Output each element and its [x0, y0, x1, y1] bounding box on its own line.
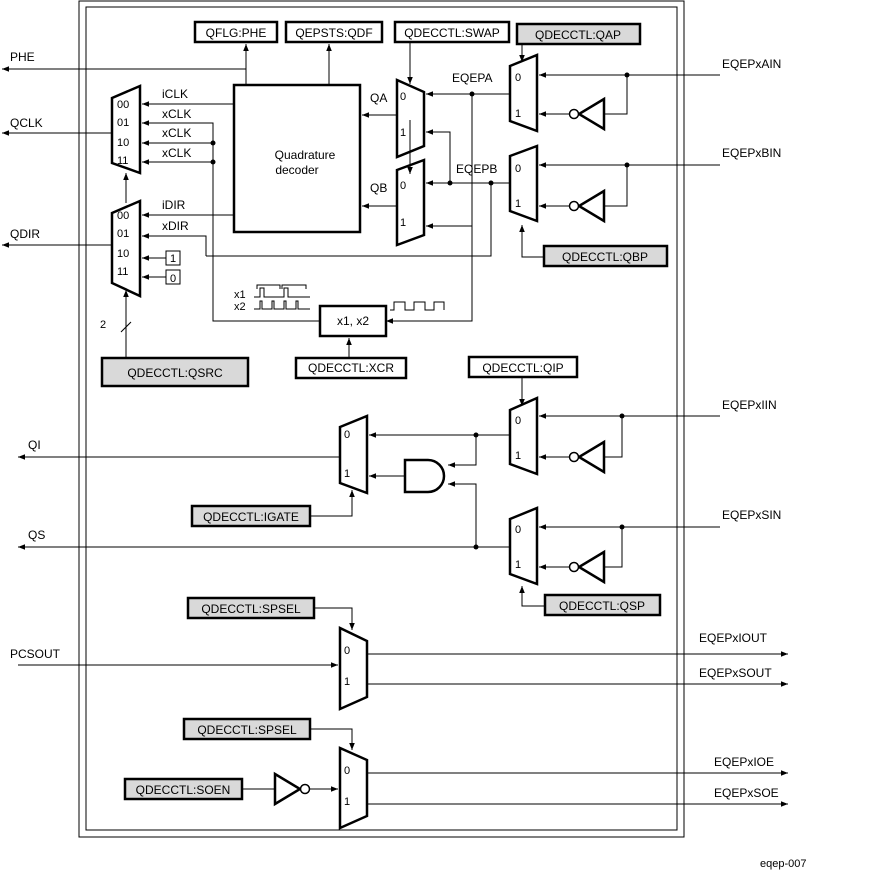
- reg-qdecctl-igate: [192, 506, 310, 526]
- label-qdir: QDIR: [10, 227, 40, 241]
- mux-qclk-sel-01: 01: [117, 117, 130, 129]
- label-eqepx-sout: EQEPxSOUT: [699, 666, 772, 680]
- wire-bin-to-inv: [604, 165, 627, 206]
- const-zero-label: 0: [169, 273, 177, 285]
- reg-qepsts-qdf-label: QEPSTS:QDF: [295, 26, 373, 40]
- wire-index-to-and: [448, 435, 476, 465]
- mux-qb-in0: 0: [400, 180, 407, 192]
- reg-qdecctl-qsp-label: QDECCTL:QSP: [558, 599, 646, 613]
- waveform-x2: [254, 301, 310, 309]
- label-x1: x1: [234, 289, 246, 301]
- label-eqepx-soe: EQEPxSOE: [714, 786, 779, 800]
- mux-igate-in0: 0: [344, 429, 351, 441]
- mux-qb-in1: 1: [400, 217, 407, 229]
- reg-qdecctl-qap-label: QDECCTL:QAP: [534, 28, 622, 42]
- inverter-soen: [275, 774, 310, 804]
- mux-spsel1-in0: 0: [344, 645, 351, 657]
- reg-qdecctl-qbp-label: QDECCTL:QBP: [561, 250, 649, 264]
- reg-qdecctl-qsrc: [102, 358, 248, 386]
- mux-qdir-sel-10: 10: [117, 248, 130, 260]
- reg-qdecctl-qbp: [544, 246, 667, 266]
- label-qs: QS: [28, 528, 46, 542]
- label-qb: QB: [370, 181, 388, 195]
- label-xdir: xDIR: [162, 219, 189, 233]
- reg-qdecctl-qsp: [545, 595, 660, 615]
- label-xclk-1: xCLK: [162, 107, 192, 121]
- mux-spsel-oe: [340, 748, 367, 828]
- label-qclk: QCLK: [10, 116, 43, 130]
- quadrature-decoder-block: [234, 85, 360, 232]
- reg-qepsts-qdf: [286, 22, 382, 42]
- label-qi: QI: [28, 438, 41, 452]
- label-eqepa: EQEPA: [452, 71, 493, 85]
- mux-polarity-b: [510, 146, 537, 221]
- mux-pb-in0: 0: [515, 163, 522, 175]
- reg-qflg-phe: [195, 22, 277, 42]
- reg-qdecctl-xcr-label: QDECCTL:XCR: [307, 361, 395, 375]
- mux-qclk-sel-11: 11: [117, 155, 129, 167]
- mux-qdir-sel-01: 01: [117, 228, 130, 240]
- reg-qdecctl-spsel-1: [188, 598, 314, 618]
- wire-qsp-select: [522, 586, 545, 606]
- mux-spsel-out: [340, 628, 367, 709]
- mux-polarity-a: [510, 55, 537, 131]
- mux-qclk-sel-00: 00: [117, 99, 130, 111]
- mux-ps-in0: 0: [515, 524, 522, 536]
- wire-spsel2-select: [310, 729, 352, 750]
- label-eqepx-bin: EQEPxBIN: [722, 146, 782, 160]
- reg-qdecctl-soen-label: QDECCTL:SOEN: [135, 783, 231, 797]
- and-gate: [405, 460, 444, 492]
- inverter-b: [570, 191, 605, 221]
- inverter-s: [570, 552, 605, 582]
- mux-pb-in1: 1: [515, 198, 522, 210]
- wire-eqepa-to-qb1: [426, 94, 472, 226]
- mux-igate: [340, 416, 367, 493]
- label-eqepx-iin: EQEPxIIN: [722, 398, 777, 412]
- label-eqepb: EQEPB: [456, 162, 498, 176]
- mux-qdir-sel-00: 00: [117, 210, 130, 222]
- mux-qclk: [112, 86, 140, 173]
- reg-qdecctl-spsel-1-label: QDECCTL:SPSEL: [201, 602, 301, 616]
- mux-polarity-i: [510, 398, 537, 474]
- mux-igate-in1: 1: [344, 468, 351, 480]
- mux-pa-in1: 1: [515, 108, 522, 120]
- mux-qdir: [112, 201, 140, 296]
- mux-qclk-sel-10: 10: [117, 137, 130, 149]
- label-xclk-2: xCLK: [162, 126, 192, 140]
- waveform-input: [390, 302, 444, 310]
- reg-qdecctl-swap: [395, 22, 509, 42]
- reg-qdecctl-xcr: [296, 358, 406, 378]
- label-x2: x2: [234, 301, 246, 313]
- decoder-label-line2: decoder: [275, 163, 319, 177]
- reg-qdecctl-igate-label: QDECCTL:IGATE: [203, 510, 299, 524]
- mux-spsel2-in0: 0: [344, 765, 351, 777]
- wire-qbp-select: [522, 225, 544, 257]
- reg-qdecctl-swap-label: QDECCTL:SWAP: [404, 26, 500, 40]
- inverter-i: [570, 442, 605, 472]
- reg-qdecctl-qsrc-label: QDECCTL:QSRC: [127, 366, 223, 380]
- mux-qa-in1: 1: [400, 127, 407, 139]
- label-idir: iDIR: [162, 198, 186, 212]
- mux-spsel1-in1: 1: [344, 676, 351, 688]
- reg-qdecctl-spsel-2-label: QDECCTL:SPSEL: [197, 723, 297, 737]
- label-eqepx-ioe: EQEPxIOE: [714, 755, 775, 769]
- label-phe: PHE: [10, 50, 35, 64]
- wire-strobe-to-and: [448, 484, 476, 547]
- wire-spsel1-select: [314, 608, 352, 630]
- reg-qdecctl-qip-label: QDECCTL:QIP: [482, 361, 564, 375]
- mux-polarity-s: [510, 508, 537, 584]
- label-xclk-3: xCLK: [162, 146, 192, 160]
- mux-pi-in1: 1: [515, 450, 522, 462]
- label-iclk: iCLK: [162, 87, 189, 101]
- wire-sin-to-inv: [604, 527, 622, 567]
- mux-ps-in1: 1: [515, 559, 522, 571]
- reg-qdecctl-qip: [469, 357, 577, 377]
- inverter-a: [570, 99, 605, 129]
- waveform-x1: [254, 288, 310, 297]
- label-eqepx-sin: EQEPxSIN: [722, 508, 782, 522]
- reg-qdecctl-qap: [517, 24, 640, 44]
- wire-eqepb-to-qa1: [426, 132, 450, 183]
- const-one-label: 1: [169, 253, 177, 265]
- label-bus-width: 2: [100, 319, 107, 331]
- x1x2-block: [320, 306, 386, 336]
- label-qa: QA: [370, 91, 388, 105]
- mux-spsel2-in1: 1: [344, 796, 351, 808]
- mux-pa-in0: 0: [515, 72, 522, 84]
- wire-iin-to-inv: [604, 416, 622, 457]
- label-pcsout: PCSOUT: [10, 647, 61, 661]
- figure-id: eqep-007: [760, 858, 807, 870]
- reg-qdecctl-spsel-2: [184, 719, 310, 739]
- label-eqepx-ain: EQEPxAIN: [722, 57, 782, 71]
- label-eqepx-iout: EQEPxIOUT: [699, 631, 768, 645]
- wire-igate-select: [310, 490, 352, 516]
- mux-pi-in0: 0: [515, 415, 522, 427]
- reg-qdecctl-soen: [125, 779, 242, 799]
- mux-qa-in0: 0: [400, 91, 407, 103]
- mux-qdir-sel-11: 11: [117, 266, 129, 278]
- x1x2-label: x1, x2: [336, 314, 370, 328]
- decoder-label-line1: Quadrature: [274, 148, 336, 162]
- wire-ain-to-inv: [604, 75, 627, 114]
- reg-qflg-phe-label: QFLG:PHE: [205, 26, 267, 40]
